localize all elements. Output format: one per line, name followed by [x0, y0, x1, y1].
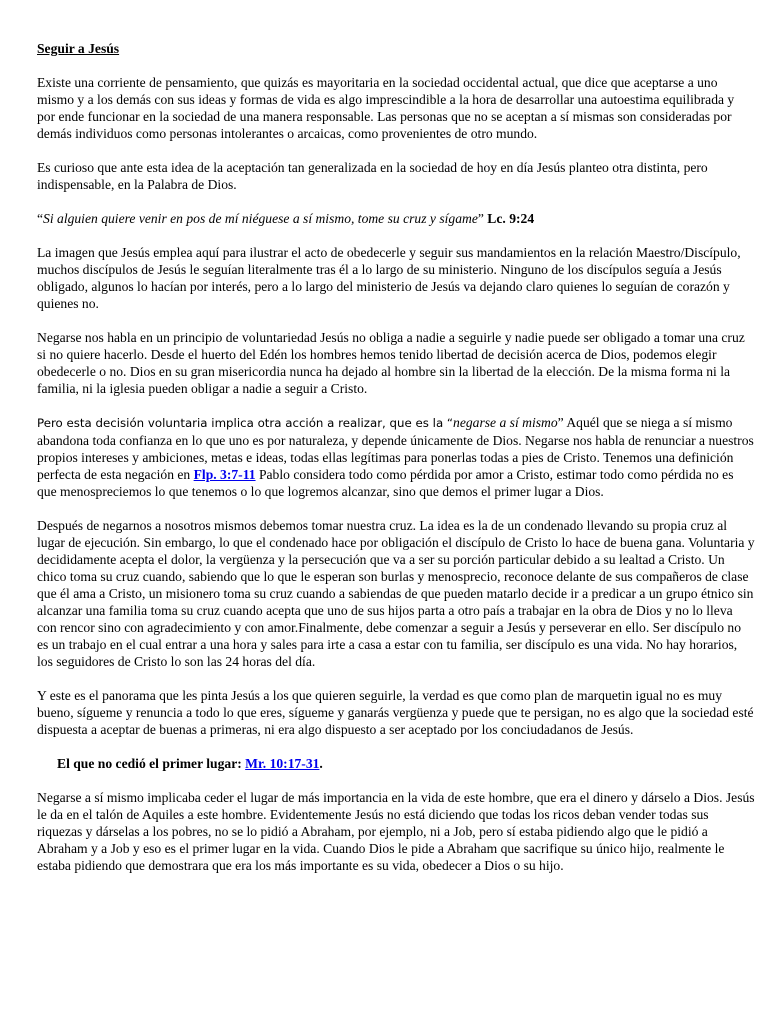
quote-open-mark: “: [37, 211, 44, 226]
mr-reference-link[interactable]: Mr. 10:17-31: [245, 756, 320, 771]
bible-quote: [37, 210, 755, 227]
paragraph-8: Negarse a sí mismo implicaba ceder el lugar de más importancia en la vida de este hombre, que era el dinero y dárselo a Dios. Jesús le da en el talón de Aquiles a este hombre. Evidentemente Jesús no está diciendo que todas los ricos deban vender todas sus riquezas y dárselas a los pobres, no se lo pidió a Abraham, por ejemplo, ni a Job, pero sí estaba pidiendo algo que le pidió a Abraham y a Job y eso es el primer lugar en la vida. Cuando Dios le pide a Abraham que sacrifique su único hijo, realmente le estaba pidiendo que demostrara que era los más importante es su vida, obedecer a Dios o su hijo.: [37, 790, 755, 873]
flp-reference-link[interactable]: Flp. 3:7-11: [193, 467, 256, 482]
paragraph-5-tail: Pablo considera todo como pérdida por amor a Cristo, estimar todo como pérdida no es que menospreciemos lo que tenemos o lo que logremos alcanzar, sino que demos el primer lugar a Dios.: [37, 467, 734, 499]
paragraph-1: Existe una corriente de pensamiento, que quizás es mayoritaria en la sociedad occidental actual, que dice que aceptarse a uno mismo y a los demás con sus ideas y formas de vida es algo imprescindible a la hora de desarrollar una autoestima equilibrada y por ende funcionar en la sociedad de una manera responsable. Las personas que no se aceptan a sí mismas son consideradas por demás individuos como personas intolerantes o arcaicas, como provenientes de otro mundo.: [37, 75, 735, 141]
paragraph-5: [37, 414, 755, 500]
quote-close-mark: ”: [477, 211, 488, 226]
paragraph-5-middle: ” Aquél que se niega a sí mismo abandona toda confianza en lo que uno es por naturaleza, y depende únicamente de Dios. Negarse nos habla de renunciar a nuestros propios intereses y ambiciones, metas e ideas, todas ellas legítimas para ponerlas todas a pies de Cristo. Tenemos una definición perfecta de esta negación en: [37, 415, 754, 482]
document-page: [37, 40, 755, 891]
paragraph-6: Después de negarnos a nosotros mismos debemos tomar nuestra cruz. La idea es la de un condenado llevando su propia cruz al lugar de ejecución. Sin embargo, lo que el condenado hace por obligación el discípulo de Cristo lo hace de buena gana. Voluntaria y decididamente acepta el dolor, la vergüenza y la persecución que va a ser su porción particular debido a su lealtad a Cristo. Un chico toma su cruz cuando, sabiendo que lo que le esperan son burlas y menosprecio, reconoce delante de sus compañeros de clase que él ama a Cristo, un misionero toma su cruz cuando a sabiendas de que pueden matarlo decide ir a predicar a un grupo étnico sin alcanzar una familia toma su cruz cuando acepta que uno de sus hijos parta a otro país a trabajar en la obra de Dios y no lo lleva con rencor sino con agradecimiento y con amor.Finalmente, debe comenzar a seguir a Jesús y perseverar en ello. Ser discípulo no es un trabajo en el cual entrar a una hora y sales para irte a casa a estar con tu familia, ser discípulo es una vida. No hay horarios, los seguidores de Cristo lo son las 24 horas del día.: [37, 518, 755, 669]
paragraph-3: La imagen que Jesús emplea aquí para ilustrar el acto de obedecerle y seguir sus mandamientos en la relación Maestro/Discípulo, muchos discípulos de Jesús le seguían literalmente tras él a lo largo de su ministerio. Ninguno de los discípulos seguía a Jesús obligado, algunos lo hacían por interés, pero a lo largo del ministerio de Jesús va dejando claro quienes lo seguían de corazón y quienes no.: [37, 245, 741, 311]
paragraph-4: Negarse nos habla en un principio de voluntariedad Jesús no obliga a nadie a seguirle y nadie puede ser obligado a tomar una cruz si no quiere hacerlo. Desde el huerto del Edén los hombres hemos tenido libertad de decisión acerca de Dios, podemos elegir obedecerle o no. Dios en su gran misericordia nunca ha dejado al hombre sin la libertad de la elección. De la misma forma ni la familia, ni la iglesia pueden obligar a nadie a seguir a Cristo.: [37, 330, 745, 396]
paragraph-2: Es curioso que ante esta idea de la aceptación tan generalizada en la sociedad de hoy en día Jesús planteo otra distinta, pero indispensable, en la Palabra de Dios.: [37, 160, 708, 192]
section-heading-text: El que no cedió el primer lugar:: [57, 756, 246, 771]
document-title: Seguir a Jesús: [37, 41, 120, 56]
paragraph-5-emphasis: negarse a sí mismo: [453, 415, 558, 430]
quote-reference: Lc. 9:24: [487, 211, 535, 226]
quote-text: Si alguien quiere venir en pos de mí niéguese a sí mismo, tome su cruz y sígame: [43, 211, 478, 226]
paragraph-7: Y este es el panorama que les pinta Jesús a los que quieren seguirle, la verdad es que como plan de marquetin igual no es muy bueno, sígueme y renuncia a todo lo que eres, sígueme y ganarás vergüenza y puede que te persigan, no es algo que la sociedad esté dispuesta a aceptar de buenas a primeras, ni era algo dispuesto a ser aceptado por los conciudadanos de Jesús.: [37, 688, 754, 737]
paragraph-5-lead: Pero esta decisión voluntaria implica otra acción a realizar, que es la “: [37, 416, 454, 430]
section-heading: [37, 755, 755, 772]
section-heading-end: .: [319, 756, 323, 771]
